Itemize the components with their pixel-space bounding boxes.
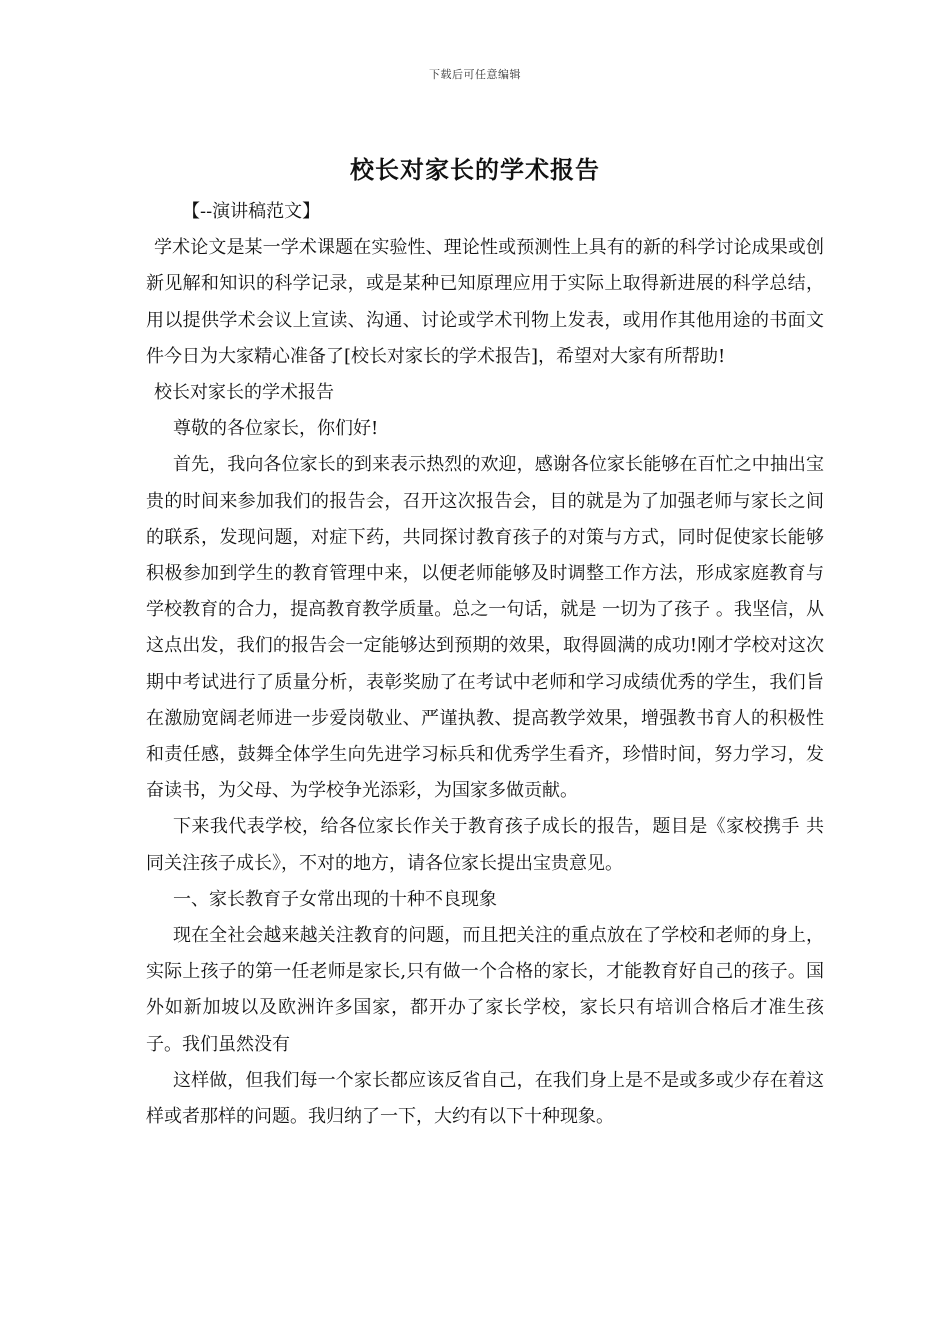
document-body <box>146 194 824 1135</box>
greeting-paragraph: 尊敬的各位家长，你们好! <box>173 418 379 440</box>
category-tag: 【--演讲稿范文】 <box>182 201 321 222</box>
subtitle-line: 校长对家长的学术报告 <box>154 382 334 404</box>
section-heading-1: 一、家长教育子女常出现的十种不良现象 <box>173 888 497 910</box>
body-paragraph-welcome: 首先，我向各位家长的到来表示热烈的欢迎，感谢各位家长能够在百忙之中抽出宝贵的时间来参加我们的报告会，召开这次报告会，目的就是为了加强老师与家长之间的联系，发现问题，对症下药，共同探讨教育孩子的对策与方式，同时促使家长能够积极参加到学生的教育管理中来，以便老师能够及时调整工作方法，形成家庭教育与学校教育的合力，提高教育教学质量。总之一句话，就是 一切为了孩子 。我坚信，从这点出发，我们的报告会一定能够达到预期的效果，取得圆满的成功!刚才学校对这次期中考试进行了质量分析，表彰奖励了在考试中老师和学习成绩优秀的学生，我们旨在激励宽阔老师进一步爱岗敬业、严谨执教、提高教学效果，增强教书育人的积极性和责任感，鼓舞全体学生向先进学习标兵和优秀学生看齐，珍惜时间，努力学习，发奋读书，为父母、为学校争光添彩，为国家多做贡献。 <box>146 454 824 802</box>
intro-paragraph: 学术论文是某一学术课题在实验性、理论性或预测性上具有的新的科学讨论成果或创新见解和知识的科学记录，或是某种已知原理应用于实际上取得新进展的科学总结，用以提供学术会议上宣读、沟通、讨论或学术刊物上发表，或用作其他用途的书面文件今日为大家精心准备了[校长对家长的学术报告]，希望对大家有所帮助! <box>146 237 824 367</box>
body-paragraph-society: 现在全社会越来越关注教育的问题，而且把关注的重点放在了学校和老师的身上，实际上孩子的第一任老师是家长,只有做一个合格的家长，才能教育好自己的孩子。国外如新加坡以及欧洲许多国家，都开办了家长学校，家长只有培训合格后才准生孩子。我们虽然没有 <box>146 925 824 1055</box>
document-title: 校长对家长的学术报告 <box>350 155 600 184</box>
header-note: 下载后可任意编辑 <box>429 68 521 81</box>
body-paragraph-topic: 下来我代表学校，给各位家长作关于教育孩子成长的报告，题目是《家校携手 共同关注孩子成长》，不对的地方，请各位家长提出宝贵意见。 <box>146 816 824 874</box>
body-paragraph-reflection: 这样做，但我们每一个家长都应该反省自己，在我们身上是不是或多或少存在着这样或者那样的问题。我归纳了一下，大约有以下十种现象。 <box>146 1069 824 1128</box>
